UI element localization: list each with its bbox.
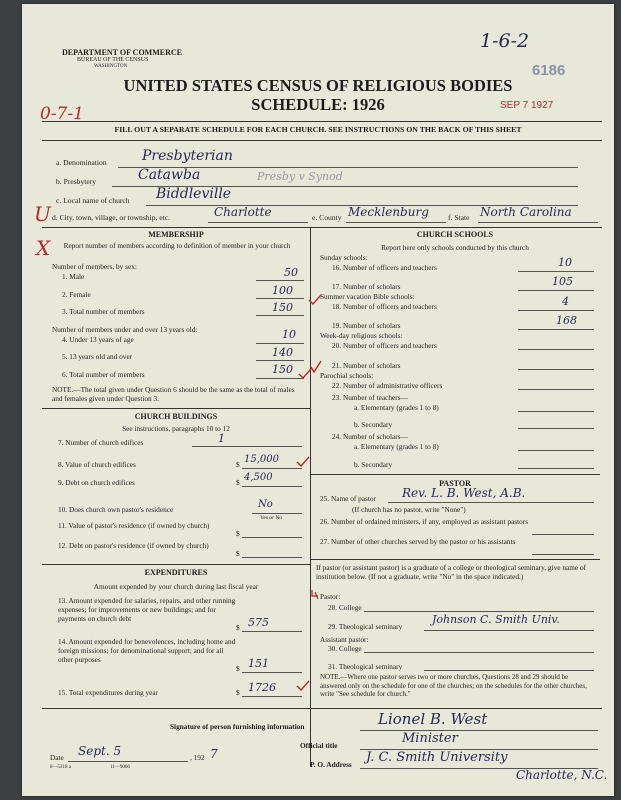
county-value: Mecklenburg (348, 205, 429, 219)
q3-label: 3. Total number of members (62, 307, 145, 316)
official-title-value: Minister (402, 731, 458, 746)
county-label: e. County (312, 213, 342, 222)
q4-label: 4. Under 13 years of age (62, 335, 134, 344)
buildings-heading: CHURCH BUILDINGS (134, 412, 218, 421)
form-title: UNITED STATES CENSUS OF RELIGIOUS BODIES (123, 76, 513, 95)
q24b-label: b. Secondary (354, 460, 393, 469)
q15-value: 1726 (248, 681, 276, 694)
weekday-label: Week-day religious schools: (320, 331, 403, 340)
q3-value: 150 (272, 301, 293, 314)
q5-label: 5. 13 years old and over (62, 352, 133, 361)
q2-value: 100 (272, 284, 293, 297)
corner-note: 1-6-2 (480, 30, 530, 52)
membership-note: NOTE.—The total given under Question 6 should be the same as the total of males and females given under Question 3. (52, 385, 295, 403)
q7-value: 1 (218, 432, 225, 445)
date-year-digit: 7 (210, 747, 218, 761)
q30-label: 30. College (328, 644, 362, 653)
form-number: 8—5318 a (50, 765, 71, 770)
graduate-note: If pastor (or assistant pastor) is a graduate of a college or theological seminary, give name of institution below. (If not a graduate, write "No" in the space indicated.) (316, 563, 587, 581)
q17-label: 17. Number of scholars (332, 282, 401, 291)
expenditures-heading: EXPENDITURES (144, 568, 208, 577)
q13-dollar: $ (236, 623, 240, 632)
q19-label: 19. Number of scholars (332, 321, 401, 330)
q28-label: 28. College (328, 603, 362, 612)
po-address-value: J. C. Smith University (366, 750, 508, 765)
q16-value: 10 (558, 256, 572, 269)
check-mark-icon (308, 294, 322, 306)
q6-value: 150 (272, 363, 293, 376)
schools-intro: Report here only schools conducted by this church (381, 243, 529, 252)
q31-label: 31. Theological seminary (328, 662, 403, 671)
schools-heading: CHURCH SCHOOLS (416, 230, 494, 239)
received-date-stamp: SEP 7 1927 (500, 100, 554, 111)
check-mark-icon (296, 456, 310, 468)
q15-dollar: $ (236, 688, 240, 697)
local-name-label: c. Local name of church (56, 196, 130, 205)
q14-label: 14. Amount expended for benevolences, including home and foreign missions; for denominational support; and for all other purposes (58, 637, 236, 664)
buildings-sub: See instructions, paragraphs 10 to 12 (122, 424, 230, 433)
sunday-label: Sunday schools: (320, 253, 368, 262)
census-schedule-sheet (22, 4, 614, 796)
local-name-value: Biddleville (156, 186, 232, 202)
q29-label: 29. Theological seminary (328, 622, 403, 631)
q6-label: 6. Total number of members (62, 370, 145, 379)
date-year-label: , 192 (190, 753, 205, 762)
q18-label: 18. Number of officers and teachers (332, 302, 437, 311)
q1-value: 50 (284, 266, 298, 279)
q25-label: 25. Name of pastor (320, 494, 376, 503)
pastor-heading: PASTOR (439, 479, 471, 488)
expenditures-intro: Amount expended by your church during last fiscal year (93, 582, 259, 591)
q29-value: Johnson C. Smith Univ. (432, 613, 560, 626)
q25-value: Rev. L. B. West, A.B. (402, 486, 526, 500)
parochial-label: Parochial schools: (320, 371, 374, 380)
schedule-title: SCHEDULE: 1926 (251, 95, 385, 114)
q7-label: 7. Number of church edifices (58, 438, 144, 447)
q24-label: 24. Number of scholars— (332, 432, 408, 441)
po-address-city: Charlotte, N.C. (516, 768, 608, 782)
pastor-label: Pastor: (320, 592, 341, 601)
q8-label: 8. Value of church edifices (58, 460, 136, 469)
signature-value: Lionel B. West (378, 710, 488, 728)
margin-mark-x: X (36, 236, 51, 260)
date-label: Date (50, 753, 64, 762)
bureau-label: BUREAU OF THE CENSUS (77, 57, 149, 63)
signature-label: Signature of person furnishing information (170, 722, 305, 731)
q16-label: 16. Number of officers and teachers (332, 263, 437, 272)
q2-label: 2. Female (62, 290, 91, 299)
assistant-label: Assistant pastor: (320, 635, 369, 644)
q10-hint: Yes or No (260, 515, 283, 521)
q5-value: 140 (272, 346, 293, 359)
summer-label: Summer vacation Bible schools: (320, 292, 415, 301)
q12-dollar: $ (236, 549, 240, 558)
instructions-banner: FILL OUT A SEPARATE SCHEDULE FOR EACH CHURCH. SEE INSTRUCTIONS ON THE BACK OF THIS SHEET (114, 125, 522, 134)
denomination-value: Presbyterian (142, 148, 233, 164)
q15-label: 15. Total expenditures during year (58, 688, 159, 697)
date-value: Sept. 5 (78, 744, 122, 758)
city-label: WASHINGTON (94, 64, 128, 69)
q13-label: 13. Amount expended for salaries, repairs, and other running expenses; for improvements or new buildings; and for payments on church debt (58, 596, 236, 623)
presbytery-value: Catawba (138, 167, 201, 183)
q8-value: 15,000 (244, 454, 279, 465)
check-mark-icon (296, 680, 310, 692)
q22-label: 22. Number of administrative officers (332, 381, 443, 390)
age-label: Number of members under and over 13 years old: (52, 325, 198, 334)
q25-hint: (If church has no pastor, write "None") (352, 505, 466, 514)
q13-value: 575 (248, 616, 269, 629)
state-label: f. State (448, 213, 470, 222)
pastor-note: NOTE.—Where one pastor serves two or more churches, Questions 28 and 29 should be answered only on the schedule for one of the churches; on the schedules for the other churches, write "See schedule for church." (320, 673, 587, 698)
pastor-tick-icon (310, 588, 322, 600)
presbytery-extra: Presby v Synod (257, 170, 343, 183)
membership-intro: Report number of members according to definition of member in your church (63, 241, 291, 250)
q20-label: 20. Number of officers and teachers (332, 341, 437, 350)
margin-mark-u: U (34, 202, 51, 226)
q21-label: 21. Number of scholars (332, 361, 401, 370)
sex-label: Number of members, by sex: (52, 262, 137, 271)
q14-dollar: $ (236, 664, 240, 673)
q10-label: 10. Does church own pastor's residence (58, 505, 174, 514)
official-title-label: Official title (300, 741, 338, 750)
q4-value: 10 (282, 328, 296, 341)
q11-label: 11. Value of pastor's residence (if owned by church) (58, 521, 210, 530)
q11-dollar: $ (236, 529, 240, 538)
department-label: DEPARTMENT OF COMMERCE (62, 48, 183, 57)
left-margin-mark: 0-7-1 (40, 104, 84, 124)
q9-dollar: $ (236, 478, 240, 487)
po-address-label: P. O. Address (310, 760, 352, 769)
form-number-2: 11—9066 (110, 765, 130, 770)
q9-label: 9. Debt on church edifices (58, 478, 135, 487)
presbytery-label: b. Presbytery (56, 177, 97, 186)
document-number: 6186 (532, 62, 566, 79)
city-town-value: Charlotte (214, 205, 272, 219)
denomination-label: a. Denomination (56, 158, 107, 167)
q23-label: 23. Number of teachers— (332, 393, 408, 402)
q12-label: 12. Debt on pastor's residence (if owned by church) (58, 541, 209, 550)
state-value: North Carolina (480, 205, 572, 219)
q18-value: 4 (562, 295, 569, 308)
q14-value: 151 (248, 657, 269, 670)
q26-label: 26. Number of ordained ministers, if any, employed as assistant pastors (320, 517, 529, 526)
membership-heading: MEMBERSHIP (148, 230, 204, 239)
q17-value: 105 (552, 275, 573, 288)
q10-value: No (258, 499, 273, 510)
check-mark-icon (310, 360, 322, 374)
q19-value: 168 (556, 314, 577, 327)
q23b-label: b. Secondary (354, 420, 393, 429)
q27-label: 27. Number of other churches served by the pastor or his assistants (320, 537, 516, 546)
q23a-label: a. Elementary (grades 1 to 8) (354, 403, 439, 412)
q1-label: 1. Male (62, 272, 85, 281)
city-town-label: d. City, town, village, or township, etc. (52, 213, 171, 222)
q8-dollar: $ (236, 460, 240, 469)
q9-value: 4,500 (244, 472, 273, 483)
q24a-label: a. Elementary (grades 1 to 8) (354, 442, 439, 451)
